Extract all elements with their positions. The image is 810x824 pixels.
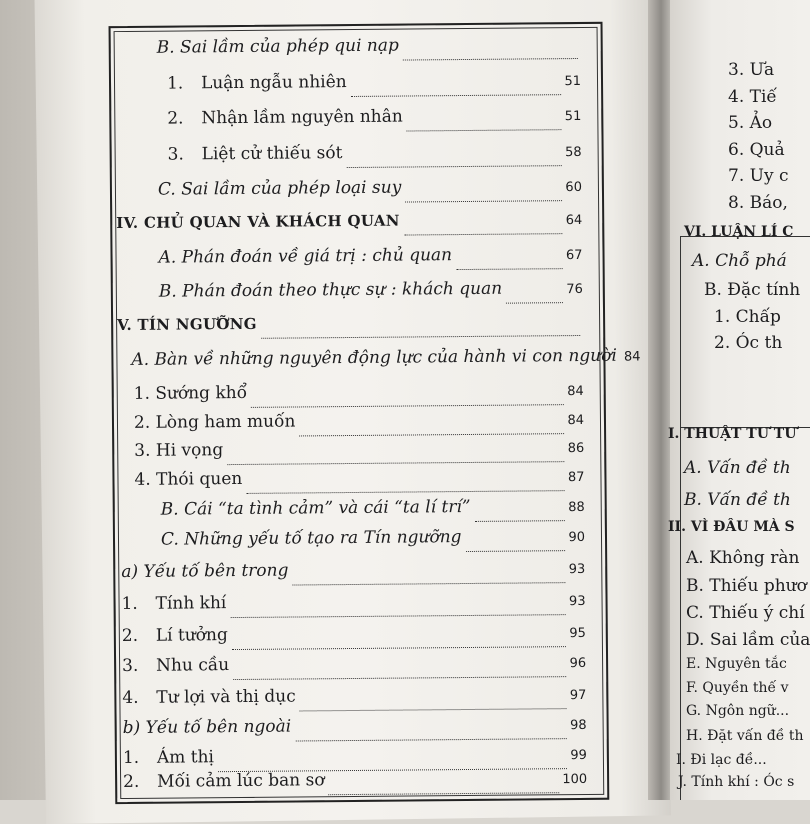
toc-entry-right: E. Nguyên tắc [686,656,787,673]
toc-entry-label: a) Yếu tố bên trong [121,561,288,583]
toc-entry-page: 67 [566,248,583,264]
toc-entry-number: 3. [168,144,202,165]
toc-entry-right: B. Vấn đề th [684,490,791,510]
toc-entry-page: 60 [565,180,582,196]
toc-entry-right: A. Vấn đề th [684,458,791,478]
toc-entry-label: Ám thị [157,747,214,768]
toc-entry-page: 96 [569,656,586,672]
toc-entry-label: Nhận lầm nguyên nhân [201,107,403,129]
toc-entry-number: 4. [122,688,156,709]
toc-entry-label: B. Cái “ta tình cảm” và cái “ta lí trí” [161,497,471,520]
toc-entry-label: C. Những yếu tố tạo ra Tín ngưỡng [161,527,462,550]
toc-entry-right: B. Thiếu phươ [686,576,807,596]
toc-entry-label: Liệt cử thiếu sót [202,143,343,165]
toc-entry-right: G. Ngôn ngữ... [686,703,789,720]
toc-entry-right: 5. Ảo [728,113,772,133]
toc-entry-right: D. Sai lầm của [686,630,810,650]
toc-entry-label: 3. Hi vọng [134,440,223,461]
toc-entry-label: 2. Lòng ham muốn [134,411,296,433]
toc-entry-label: A. Phán đoán về giá trị : chủ quan [158,245,452,268]
toc-entry-label: Nhu cầu [156,655,229,676]
toc-entry-right: A. Chỗ phá [692,251,787,271]
toc-entry-page: 98 [570,718,587,734]
toc-entry-page: 97 [570,688,587,704]
toc-entry-label: B. Phán đoán theo thực sự : khách quan [159,279,502,302]
toc-entry-page: 95 [569,626,586,642]
toc-entry-page: 58 [565,145,582,161]
toc-entry-right: 3. Ưa [728,60,774,80]
toc-entry-page: 64 [566,213,583,229]
toc-entry-right: 8. Báo, [728,193,788,213]
toc-entry-right: 4. Tiế [728,87,777,107]
toc-entry-right: B. Đặc tính [704,280,800,300]
toc-entry-label: V. TÍN NGƯỠNG [117,315,257,334]
toc-entry-label: A. Bàn về những nguyên động lực của hành vi con người [131,346,617,371]
right-border-line [680,236,681,800]
toc-entry-right: 6. Quả [728,140,785,160]
toc-entry-label: 1. Sướng khổ [134,383,248,404]
toc-entry-right: H. Đặt vấn đề th [686,728,803,745]
toc-entry-label: Tính khí [155,593,226,614]
toc-entry-label: Lí tưởng [156,625,228,646]
toc-entry-right: II. VÌ ĐÂU MÀ S [668,519,795,536]
toc-entry-page: 84 [567,413,584,429]
toc-entry-page: 93 [569,562,586,578]
toc-entry-number: 2. [167,108,201,129]
toc-entry-page: 93 [569,594,586,610]
toc-entry-right: 2. Óc th [714,333,782,353]
toc-entry-right: VI. LUẬN LÍ C [684,224,793,241]
toc-entry-number: 1. [121,594,155,615]
toc-entry-label: Tư lợi và thị dục [156,687,296,709]
toc-entry-page: 90 [568,530,585,546]
toc-entry-label: Luận ngẫu nhiên [201,72,347,94]
toc-entry-page: 100 [562,772,587,788]
toc-entry-page: 84 [624,349,641,365]
toc-entry-page: 86 [568,441,585,457]
toc-entry-label: IV. CHỦ QUAN VÀ KHÁCH QUAN [116,212,400,232]
toc-entry-page: 76 [566,282,583,298]
toc-entry-label: C. Sai lầm của phép loại suy [158,178,401,201]
toc-entry-right: 1. Chấp [714,307,781,327]
toc-entry-label: B. Sai lầm của phép qui nạp [157,36,399,59]
toc-entry-label: 4. Thói quen [134,469,242,490]
toc-entry-right: 7. Uy c [728,166,788,186]
toc-entry-page: 51 [564,74,581,90]
toc-entry-right: I. THUẬT TƯ TƯ [668,426,796,443]
toc-entry-label: Mối cảm lúc ban sơ [157,770,325,792]
toc-entry-number: 2. [122,626,156,647]
toc-entry-right: A. Không ràn [686,548,799,568]
toc-entry-page: 87 [568,470,585,486]
toc-entry-number: 2. [123,772,157,793]
toc-entry-page: 99 [570,748,587,764]
toc-entry-right: J. Tính khí : Óc s [678,774,794,791]
toc-entry-page: 88 [568,500,585,516]
toc-entry-right: C. Thiếu ý chí [686,603,805,623]
toc-entry-label: b) Yếu tố bên ngoài [123,717,292,739]
toc-entry-right: F. Quyền thế v [686,680,789,697]
toc-entry-number: 3. [122,656,156,677]
toc-entry-number: 1. [123,748,157,769]
toc-entry-right: I. Đi lạc đề... [676,752,767,769]
toc-entry-number: 1. [167,73,201,94]
toc-entry-page: 84 [567,384,584,400]
toc-entry-page: 51 [565,109,582,125]
